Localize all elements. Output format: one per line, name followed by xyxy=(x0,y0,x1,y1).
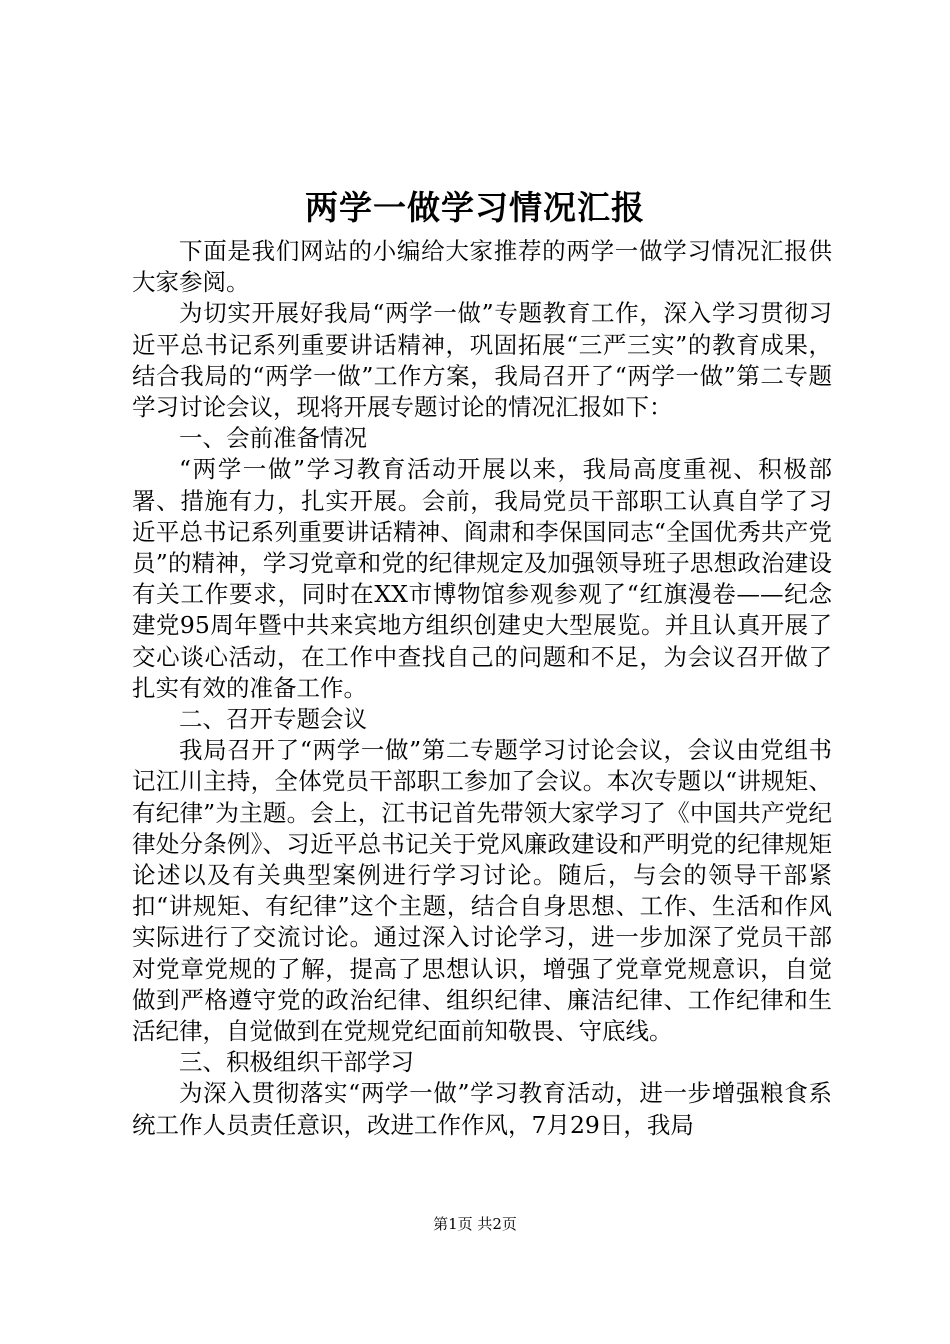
paragraph-study: 为深入贯彻落实“两学一做”学习教育活动，进一步增强粮食系统工作人员责任意识，改进工作作风，7月29日，我局 xyxy=(132,1079,832,1139)
paragraph-meeting: 我局召开了“两学一做”第二专题学习讨论会议，会议由党组书记江川主持，全体党员干部职工参加了会议。本次专题以“讲规矩、有纪律”为主题。会上，江书记首先带领大家学习了《中国共产党纪律处分条例》、习近平总书记关于党风廉政建设和严明党的纪律规矩论述以及有关典型案例进行学习讨论。随后，与会的领导干部紧扣“讲规矩、有纪律”这个主题，结合自身思想、工作、生活和作风实际进行了交流讨论。通过深入讨论学习，进一步加深了党员干部对党章党规的了解，提高了思想认识，增强了党章党规意识，自觉做到严格遵守党的政治纪律、组织纪律、廉洁纪律、工作纪律和生活纪律，自觉做到在党规党纪面前知敬畏、守底线。 xyxy=(132,736,832,1046)
section-heading-3: 三、积极组织干部学习 xyxy=(179,1048,414,1077)
section-heading-1: 一、会前准备情况 xyxy=(179,424,367,453)
paragraph-preparation: “两学一做”学习教育活动开展以来，我局高度重视、积极部署、措施有力，扎实开展。会前，我局党员干部职工认真自学了习近平总书记系列重要讲话精神、阎肃和李保国同志“全国优秀共产党员”的精神，学习党章和党的纪律规定及加强领导班子思想政治建设有关工作要求，同时在XX市博物馆参观参观了“红旗漫卷——纪念建党95周年暨中共来宾地方组织创建史大型展览。并且认真开展了交心谈心活动，在工作中查找自己的问题和不足，为会议召开做了扎实有效的准备工作。 xyxy=(132,455,832,702)
paragraph-background: 为切实开展好我局“两学一做”专题教育工作，深入学习贯彻习近平总书记系列重要讲话精神，巩固拓展“三严三实”的教育成果，结合我局的“两学一做”工作方案，我局召开了“两学一做”第二专题学习讨论会议，现将开展专题讨论的情况汇报如下： xyxy=(132,299,832,422)
page-footer: 第1页 共2页 xyxy=(433,1215,517,1233)
document-title: 两学一做学习情况汇报 xyxy=(305,188,645,227)
section-heading-2: 二、召开专题会议 xyxy=(179,705,367,734)
document-body xyxy=(132,236,832,1141)
paragraph-intro: 下面是我们网站的小编给大家推荐的两学一做学习情况汇报供大家参阅。 xyxy=(132,237,832,297)
